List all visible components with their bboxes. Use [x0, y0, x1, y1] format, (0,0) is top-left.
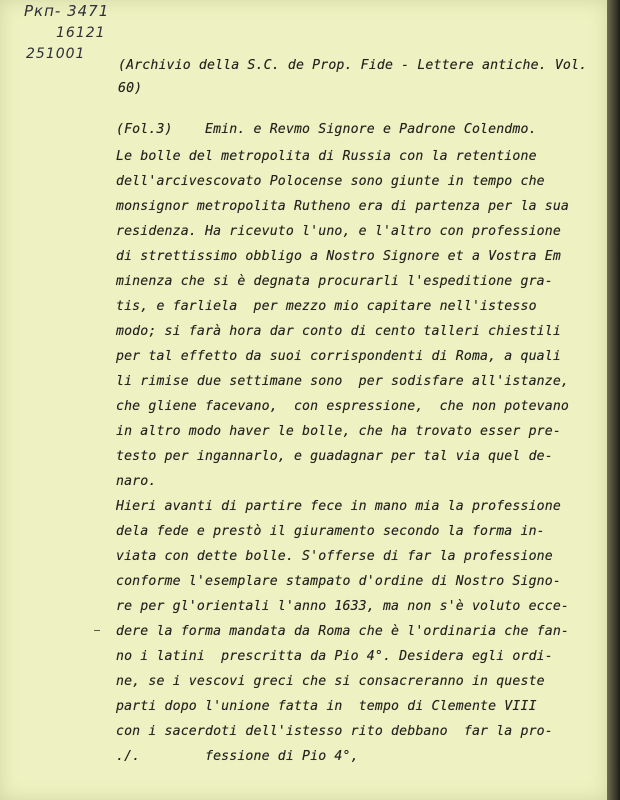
- continuation-line: ./. fessione di Pio 4°,: [116, 749, 359, 764]
- body-line: di strettissimo obbligo a Nostro Signore et a Vostra Em: [116, 249, 561, 264]
- header-line: 60): [118, 81, 143, 96]
- body-line: testo per ingannarlo, e guadagnar per tal via quel de-: [116, 449, 553, 464]
- margin-mark: [94, 630, 100, 631]
- body-line: li rimise due settimane sono per sodisfare all'istanze,: [116, 374, 570, 389]
- body-line: modo; si farà hora dar conto di cento talleri chiestili: [116, 324, 561, 339]
- archive-date-note: 251001: [26, 46, 86, 62]
- body-line: parti dopo l'unione fatta in tempo di Clemente VIII: [116, 699, 537, 714]
- body-line: con i sacerdoti dell'istesso rito debbano far la pro-: [116, 724, 553, 739]
- body-line: no i latini prescritta da Pio 4°. Desidera egli ordi-: [116, 649, 553, 664]
- body-line: conforme l'esemplare stampato d'ordine di Nostro Signo-: [116, 574, 561, 589]
- body-line: dell'arcivescovato Polocense sono giunte in tempo che: [116, 174, 545, 189]
- header-line: (Archivio della S.C. de Prop. Fide - Lettere antiche. Vol.: [118, 58, 588, 73]
- body-line: dela fede e prestò il giuramento secondo la forma in-: [116, 524, 545, 539]
- folio-line: (Fol.3) Emin. e Revmo Signore e Padrone Colendmo.: [116, 122, 537, 137]
- body-line: minenza che si è degnata procurarli l'espeditione gra-: [116, 274, 553, 289]
- body-line: che gliene facevano, con espressione, che non potevano: [116, 399, 570, 414]
- body-line: ne, se i vescovi greci che si consacreranno in queste: [116, 674, 545, 689]
- body-line: in altro modo haver le bolle, che ha trovato esser pre-: [116, 424, 561, 439]
- body-line: monsignor metropolita Rutheno era di partenza per la sua: [116, 199, 570, 214]
- body-line: re per gl'orientali l'anno 1633, ma non s'è voluto ecce-: [116, 599, 570, 614]
- body-line: Hieri avanti di partire fece in mano mia la professione: [116, 499, 561, 514]
- body-line: per tal effetto da suoi corrispondenti di Roma, a quali: [116, 349, 561, 364]
- body-line: tis, e farliela per mezzo mio capitare nell'istesso: [116, 299, 537, 314]
- archive-reference-note: Pкп- 3471: [24, 2, 110, 20]
- body-line: dere la forma mandata da Roma che è l'ordinaria che fan-: [116, 624, 570, 639]
- body-line: viata con dette bolle. S'offerse di far la professione: [116, 549, 553, 564]
- archive-number-note: 16121: [56, 25, 106, 41]
- body-line: naro.: [116, 474, 157, 489]
- body-line: residenza. Ha ricevuto l'uno, e l'altro con professione: [116, 224, 561, 239]
- scan-edge: [607, 0, 620, 800]
- body-line: Le bolle del metropolita di Russia con la retentione: [116, 149, 537, 164]
